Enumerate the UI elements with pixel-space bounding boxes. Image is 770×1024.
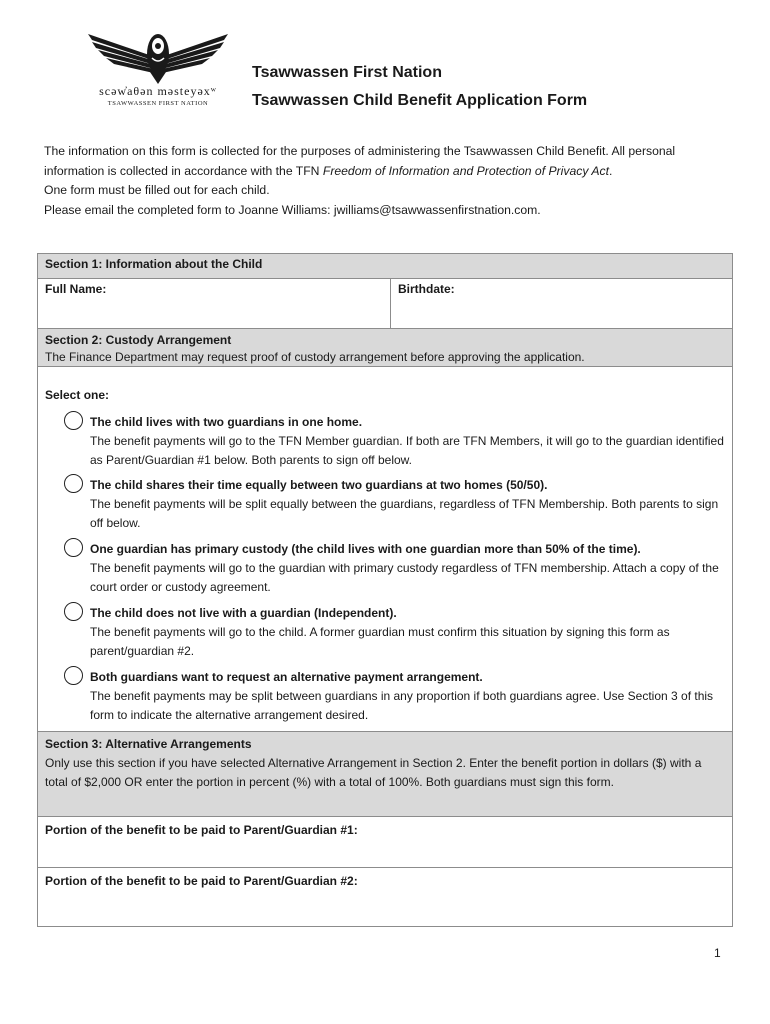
option-title: The child lives with two guardians in one home.	[90, 415, 363, 429]
section3-note: Only use this section if you have selected Alternative Arrangement in Section 2. Enter the benefit portion in dollars ($) with a total of $2,000 OR enter the portion in percent (%) with a total of 100%. Both guardians must sign this form.	[45, 756, 702, 789]
select-one-label: Select one:	[45, 388, 110, 402]
logo-native-name: scəw̓aθən məsteyəxʷ	[99, 84, 217, 98]
option-description: The benefit payments will go to the guardian with primary custody regardless of TFN membership. Attach a copy of the court order or custody agreement.	[90, 561, 719, 594]
section3-header	[38, 732, 732, 816]
section2-note: The Finance Department may request proof of custody arrangement before approving the application.	[45, 350, 585, 364]
intro-one-form: One form must be filled out for each child.	[44, 183, 270, 197]
guardian2-portion-field[interactable]	[38, 871, 732, 925]
option-title: The child does not live with a guardian (Independent).	[90, 606, 397, 620]
section2-heading: Section 2: Custody Arrangement	[45, 333, 232, 347]
privacy-act-name: Freedom of Information and Protection of Privacy Act	[322, 163, 609, 178]
form-title: Tsawwassen Child Benefit Application Form	[252, 92, 588, 109]
radio-button[interactable]	[64, 411, 83, 430]
radio-button[interactable]	[64, 538, 83, 557]
option-title: Both guardians want to request an alternative payment arrangement.	[90, 670, 483, 684]
radio-button[interactable]	[64, 602, 83, 621]
intro-text-part: The information on this form is collected for the purposes of administering the Tsawwassen Child Benefit. All personal information is collected in accordance with the TFN	[44, 144, 676, 178]
eagle-logo-icon	[78, 28, 238, 84]
guardian1-portion-field[interactable]	[38, 820, 732, 868]
organization-title: Tsawwassen First Nation	[252, 64, 442, 81]
full-name-field[interactable]	[38, 279, 390, 327]
custody-option-one-home[interactable]	[64, 413, 732, 470]
custody-option-primary[interactable]	[64, 540, 732, 597]
section2-header	[38, 329, 732, 366]
option-title: The child shares their time equally between two guardians at two homes (50/50).	[90, 478, 548, 492]
birthdate-field[interactable]	[391, 279, 732, 327]
divider	[38, 816, 732, 817]
birthdate-label: Birthdate:	[398, 282, 455, 296]
application-form-table	[37, 253, 733, 927]
option-description: The benefit payments will be split equally between the guardians, regardless of TFN Membership. Both parents to sign off below.	[90, 497, 719, 530]
full-name-label: Full Name:	[45, 282, 107, 296]
section1-heading: Section 1: Information about the Child	[38, 254, 732, 278]
option-description: The benefit payments will go to the child. A former guardian must confirm this situation by signing this form as parent/guardian #2.	[90, 625, 670, 658]
divider	[38, 867, 732, 868]
intro-text-end: .	[608, 163, 613, 178]
option-title: One guardian has primary custody (the child lives with one guardian more than 50% of the time).	[90, 542, 641, 556]
custody-option-equal-split[interactable]	[64, 476, 732, 533]
intro-email-instruction: Please email the completed form to Joanne Williams: jwilliams@tsawwassenfirstnation.com.	[44, 202, 541, 217]
guardian1-portion-label: Portion of the benefit to be paid to Parent/Guardian #1:	[45, 823, 358, 837]
logo-english-name: TSAWWASSEN FIRST NATION	[107, 100, 209, 107]
option-description: The benefit payments will go to the TFN Member guardian. If both are TFN Members, it will go to the guardian identified as Parent/Guardian #1 below. Both parents to sign off below.	[90, 434, 724, 467]
intro-text	[44, 142, 734, 220]
radio-button[interactable]	[64, 474, 83, 493]
section3-heading: Section 3: Alternative Arrangements	[45, 737, 252, 751]
guardian2-portion-label: Portion of the benefit to be paid to Parent/Guardian #2:	[45, 874, 358, 888]
intro-paragraph	[44, 142, 734, 181]
divider	[38, 366, 732, 367]
radio-button[interactable]	[64, 666, 83, 685]
option-description: The benefit payments may be split between guardians in any proportion if both guardians agree. Use Section 3 of this form to indicate the alternative arrangement desired.	[90, 689, 714, 722]
page-number: 1	[714, 946, 721, 960]
custody-option-alternative[interactable]	[64, 668, 732, 725]
tfn-logo	[78, 28, 238, 112]
custody-option-independent[interactable]	[64, 604, 732, 661]
